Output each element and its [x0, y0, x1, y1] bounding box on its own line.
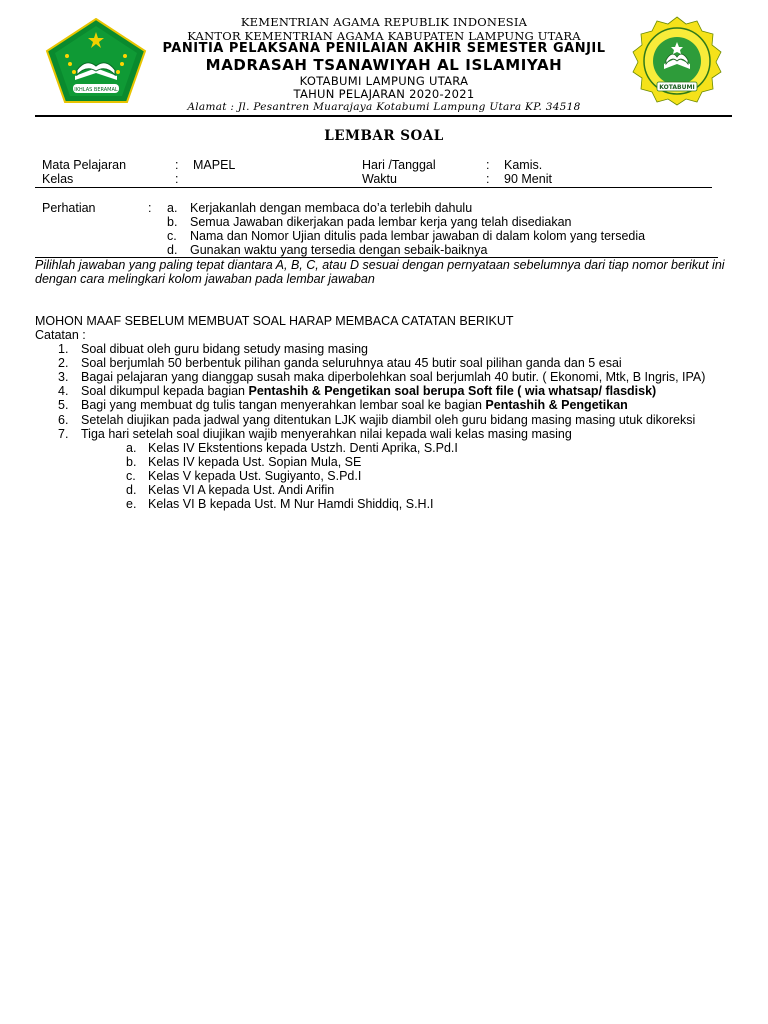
waktu-colon: : — [486, 172, 490, 186]
note-item-6: Setelah diujikan pada jadwal yang ditentukan LJK wajib diambil oleh guru bidang masing masing utuk dikoreksi — [81, 413, 696, 427]
hari-value: Kamis. — [504, 158, 543, 172]
note-item-5: Bagi yang membuat dg tulis tangan menyerahkan lembar soal ke bagian Pentashih & Pengetikan — [81, 398, 628, 412]
subitem-b: Kelas IV kepada Ust. Sopian Mula, SE — [148, 455, 362, 469]
waktu-label: Waktu — [362, 172, 397, 186]
subitem-marker-d: d. — [126, 483, 137, 497]
header-office: KANTOR KEMENTRIAN AGAMA KABUPATEN LAMPUNG UTARA — [187, 29, 581, 43]
note-num-4: 4. — [58, 384, 69, 398]
perhatian-marker-b: b. — [167, 215, 178, 229]
perhatian-item-a: Kerjakanlah dengan membaca do’a terlebih dahulu — [190, 201, 473, 215]
right-logo-caption: KOTABUMI — [659, 84, 695, 91]
subitem-d: Kelas VI A kepada Ust. Andi Arifin — [148, 483, 335, 497]
note-num-3: 3. — [58, 370, 69, 384]
kelas-label: Kelas — [42, 172, 74, 186]
notice-heading: MOHON MAAF SEBELUM MEMBUAT SOAL HARAP MEMBACA CATATAN BERIKUT — [35, 314, 514, 328]
note-num-7: 7. — [58, 427, 69, 441]
perhatian-marker-a: a. — [167, 201, 178, 215]
note-num-2: 2. — [58, 356, 69, 370]
catatan-label: Catatan : — [35, 328, 86, 342]
note-item-2: Soal berjumlah 50 berbentuk pilihan ganda seluruhnya atau 45 butir soal pilihan ganda dan 5 esai — [81, 356, 622, 370]
header-ministry: KEMENTRIAN AGAMA REPUBLIK INDONESIA — [240, 15, 528, 29]
waktu-value: 90 Menit — [504, 172, 552, 186]
subitem-e: Kelas VI B kepada Ust. M Nur Hamdi Shiddiq, S.H.I — [148, 497, 434, 511]
left-logo-caption: IKHLAS BERAMAL — [74, 87, 118, 93]
note-item-7: Tiga hari setelah soal diujikan wajib menyerahkan nilai kepada wali kelas masing masing — [81, 427, 572, 441]
note-num-1: 1. — [58, 342, 69, 356]
subitem-marker-c: c. — [126, 469, 136, 483]
note-item-1: Soal dibuat oleh guru bidang setudy masing masing — [81, 342, 368, 356]
perhatian-marker-c: c. — [167, 229, 177, 243]
header-city: KOTABUMI LAMPUNG UTARA — [299, 74, 469, 88]
mapel-label: Mata Pelajaran — [42, 158, 127, 172]
perhatian-colon: : — [148, 201, 152, 215]
perhatian-item-b: Semua Jawaban dikerjakan pada lembar kerja yang telah disediakan — [190, 215, 572, 229]
kelas-colon: : — [175, 172, 179, 186]
note-num-6: 6. — [58, 413, 69, 427]
subitem-marker-a: a. — [126, 441, 137, 455]
perhatian-item-d: Gunakan waktu yang tersedia dengan sebaik-baiknya — [190, 243, 488, 257]
hari-colon: : — [486, 158, 490, 172]
header-address: Alamat : Jl. Pesantren Muarajaya Kotabumi Lampung Utara KP. 34518 — [187, 101, 581, 113]
note-item-4: Soal dikumpul kepada bagian Pentashih & Pengetikan soal berupa Soft file ( wia whatsap/ flasdisk) — [81, 384, 657, 398]
mapel-value: MAPEL — [193, 158, 236, 172]
header-year: TAHUN PELAJARAN 2020-2021 — [293, 87, 475, 101]
note-num-5: 5. — [58, 398, 69, 412]
header-committee: PANITIA PELAKSANA PENILAIAN AKHIR SEMESTER GANJIL — [162, 41, 606, 56]
subitem-marker-b: b. — [126, 455, 137, 469]
mapel-colon: : — [175, 158, 179, 172]
header-school-name: MADRASAH TSANAWIYAH AL ISLAMIYAH — [205, 56, 563, 74]
info-divider — [35, 187, 712, 188]
subitem-c: Kelas V kepada Ust. Sugiyanto, S.Pd.I — [148, 469, 362, 483]
header-divider — [35, 115, 732, 117]
subitem-a: Kelas IV Ekstentions kepada Ustzh. Denti Aprika, S.Pd.I — [148, 441, 458, 455]
page-title: LEMBAR SOAL — [324, 128, 444, 144]
instruction-text: Pilihlah jawaban yang paling tepat diantara A, B, C, atau D sesuai dengan pernyataan sebelumnya dari tiap nomor berikut ini dengan cara melingkari kolom jawaban pada lembar jawaban — [35, 258, 725, 286]
perhatian-label: Perhatian — [42, 201, 96, 215]
note-item-3: Bagai pelajaran yang dianggap susah maka diperbolehkan soal berjumlah 40 butir. ( Ekonomi, Mtk, B Ingris, IPA) — [81, 370, 706, 384]
perhatian-item-c: Nama dan Nomor Ujian ditulis pada lembar jawaban di dalam kolom yang tersedia — [190, 229, 646, 243]
hari-label: Hari /Tanggal — [362, 158, 436, 172]
perhatian-marker-d: d. — [167, 243, 178, 257]
subitem-marker-e: e. — [126, 497, 137, 511]
